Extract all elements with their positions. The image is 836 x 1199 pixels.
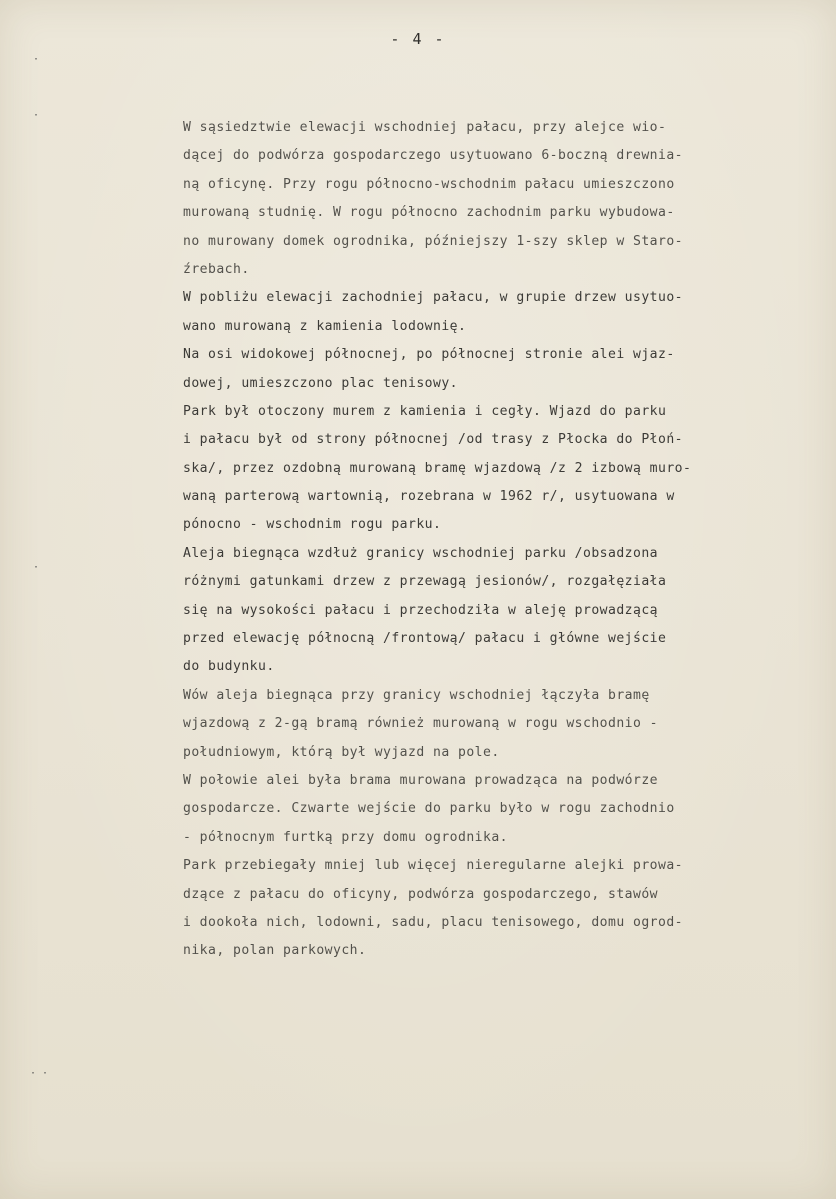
text-line: wjazdową z 2-gą bramą również murowaną w rogu wschodnio - [183, 716, 658, 732]
text-line: ska/, przez ozdobną murowaną bramę wjazdową /z 2 izbową muro- [183, 460, 692, 476]
text-line: waną parterową wartownią, rozebrana w 1962 r/, usytuowana w [183, 489, 675, 505]
text-line: W połowie alei była brama murowana prowadząca na podwórze [183, 772, 658, 788]
text-line: gospodarcze. Czwarte wejście do parku było w rogu zachodnio [183, 801, 675, 817]
text-line: i dookoła nich, lodowni, sadu, placu tenisowego, domu ogrod- [183, 914, 683, 930]
text-line: źrebach. [183, 261, 250, 277]
text-line: dącej do podwórza gospodarczego usytuowano 6-boczną drewnia- [183, 148, 683, 164]
text-line: Aleja biegnąca wzdłuż granicy wschodniej parku /obsadzona [183, 545, 658, 561]
margin-speck: · [30, 1068, 37, 1079]
text-line: ną oficynę. Przy rogu północno-wschodnim pałacu umieszczono [183, 176, 675, 192]
text-line: dowej, umieszczono plac tenisowy. [183, 375, 458, 391]
document-body [183, 114, 793, 966]
page-number: - 4 - [390, 30, 446, 48]
text-line: - północnym furtką przy domu ogrodnika. [183, 829, 508, 845]
text-line: Park był otoczony murem z kamienia i cegły. Wjazd do parku [183, 403, 667, 419]
text-line: W sąsiedztwie elewacji wschodniej pałacu, przy alejce wio- [183, 120, 667, 135]
text-line: dzące z pałacu do oficyny, podwórza gospodarczego, stawów [183, 886, 658, 902]
text-line: pónocno - wschodnim rogu parku. [183, 517, 442, 533]
text-line: Na osi widokowej północnej, po północnej stronie alei wjaz- [183, 347, 675, 363]
text-line: nika, polan parkowych. [183, 943, 367, 959]
text-line: wano murowaną z kamienia lodownię. [183, 318, 467, 334]
text-line: no murowany domek ogrodnika, późniejszy 1-szy sklep w Staro- [183, 233, 683, 249]
text-line: południowym, którą był wyjazd na pole. [183, 744, 500, 760]
text-line: Park przebiegały mniej lub więcej nieregularne alejki prowa- [183, 858, 683, 874]
margin-speck: · [42, 1068, 49, 1079]
text-line: różnymi gatunkami drzew z przewagą jesionów/, rozgałęziała [183, 574, 667, 590]
text-line: Wów aleja biegnąca przy granicy wschodniej łączyła bramę [183, 687, 650, 703]
text-line: i pałacu był od strony północnej /od trasy z Płocka do Płoń- [183, 432, 683, 448]
margin-speck: · [33, 110, 40, 121]
margin-speck: · [33, 562, 40, 573]
text-line: do budynku. [183, 659, 275, 675]
text-line: się na wysokości pałacu i przechodziła w aleję prowadzącą [183, 602, 658, 618]
text-line: przed elewację północną /frontową/ pałacu i główne wejście [183, 631, 667, 647]
margin-speck: · [33, 54, 40, 65]
text-line: W pobliżu elewacji zachodniej pałacu, w grupie drzew usytuo- [183, 290, 683, 306]
text-line: murowaną studnię. W rogu północno zachodnim parku wybudowa- [183, 205, 675, 221]
